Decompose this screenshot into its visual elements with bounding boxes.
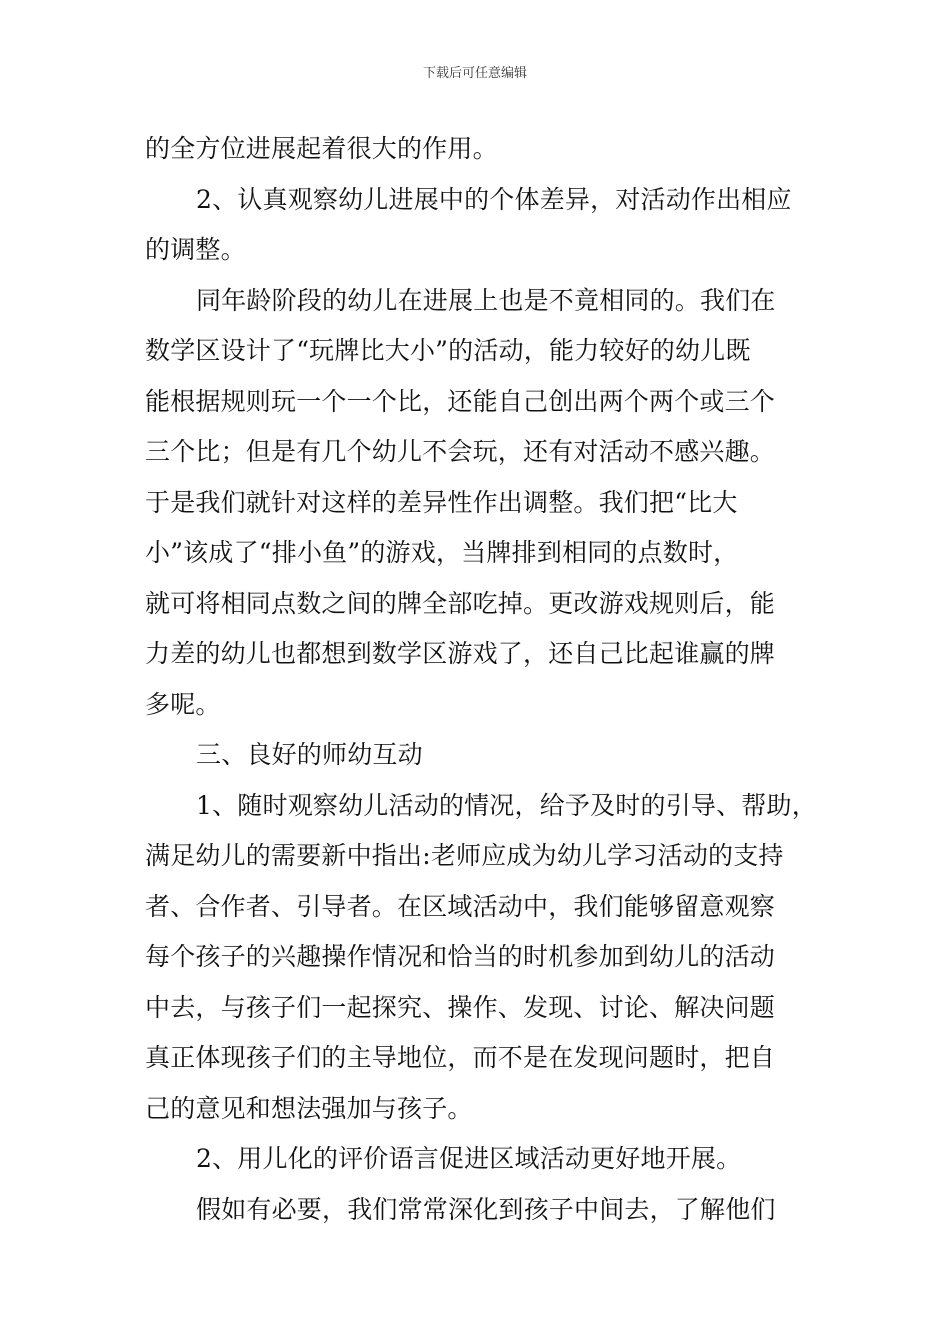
text-line: 假如有必要，我们常常深化到孩子中间去，了解他们: [196, 1194, 776, 1224]
section-heading: 三、良好的师幼互动: [196, 740, 423, 769]
text-line: 者、合作者、引导者。在区域活动中，我们能够留意观察: [145, 891, 776, 921]
text-line: 每个孩子的兴趣操作情况和恰当的时机参加到幼儿的活动: [145, 942, 776, 971]
text-line: 小”该成了“排小鱼”的游戏，当牌排到相同的点数时，: [145, 538, 739, 567]
text-line: 三个比；但是有几个幼儿不会玩，还有对活动不感兴趣。: [145, 437, 776, 466]
page-header: 下载后可任意编辑: [422, 66, 527, 81]
text-line: 同年龄阶段的幼儿在进展上也是不竟相同的。我们在: [196, 285, 776, 315]
text-line: 2、认真观察幼儿进展中的个体差异，对活动作出相应: [196, 184, 792, 214]
text-line: 于是我们就针对这样的差异性作出调整。我们把“比大: [145, 487, 738, 517]
text-line: 满足幼儿的需要新中指出:老师应成为幼儿学习活动的支持: [145, 841, 784, 870]
text-line: 多呢。: [145, 689, 221, 719]
text-line: 己的意见和想法强加与孩子。: [145, 1093, 473, 1123]
text-line: 数学区设计了“玩牌比大小”的活动，能力较好的幼儿既: [145, 336, 751, 365]
text-line: 2、用儿化的评价语言促进区域活动更好地开展。: [196, 1144, 742, 1173]
text-line: 能根据规则玩一个一个比，还能自己创出两个两个或三个: [145, 386, 776, 416]
text-line: 的调整。: [145, 235, 246, 264]
text-line: 1、随时观察幼儿活动的情况，给予及时的引导、帮助，: [196, 790, 817, 820]
text-line: 真正体现孩子们的主导地位，而不是在发现问题时，把自: [145, 1043, 776, 1072]
text-line: 就可将相同点数之间的牌全部吃掉。更改游戏规则后，能: [145, 588, 776, 618]
text-line: 的全方位进展起着很大的作用。: [145, 134, 498, 163]
text-line: 中去，与孩子们一起探究、操作、发现、讨论、解决问题: [145, 992, 776, 1022]
text-line: 力差的幼儿也都想到数学区游戏了，还自己比起谁赢的牌: [145, 639, 776, 668]
document-body: [145, 124, 817, 1235]
